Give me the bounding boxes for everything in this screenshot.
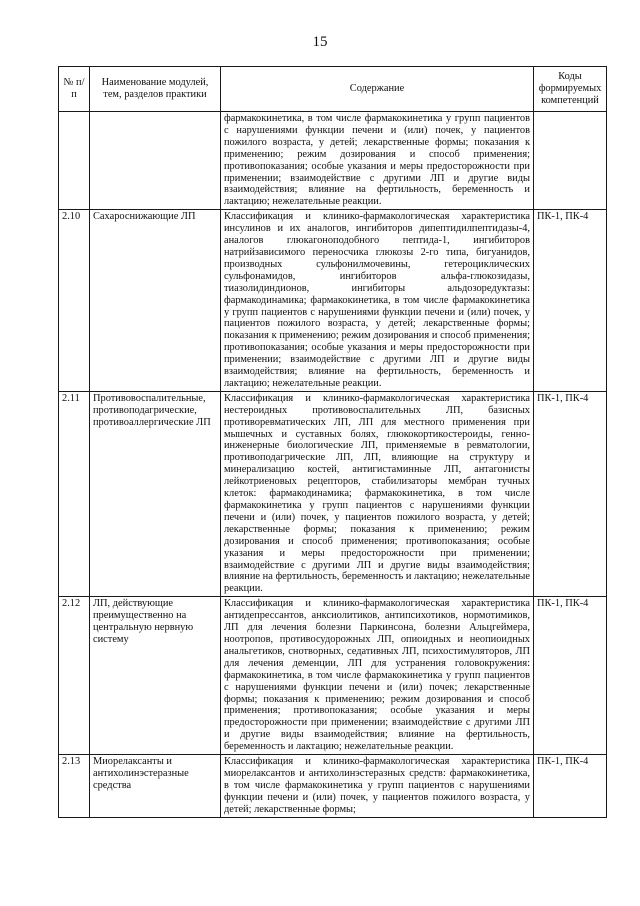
- row-number: 2.13: [59, 755, 90, 818]
- row-module-name: ЛП, действующие преимущественно на центральную нервную систему: [90, 597, 221, 755]
- table-header-row: [59, 67, 607, 112]
- row-module-name: [90, 112, 221, 210]
- row-number: 2.12: [59, 597, 90, 755]
- table-row: [59, 755, 607, 818]
- table-row: [59, 210, 607, 392]
- row-competency-codes: ПК-1, ПК-4: [534, 755, 607, 818]
- row-content: Классификация и клинико-фармакологическая характеристика антидепрессантов, анксиолитиков, антипсихотиков, нормотимиков, ЛП для лечения болезни Паркинсона, болезни Альцгеймера, ноотропов, противосудорожных ЛП, опиоидных и неопиоидных анальгетиков, снотворных, седативных ЛП, психостимуляторов, ЛП для лечения деменции, ЛП для устранения головокружения: фармакокинетика, в том числе фармакокинетика у групп пациентов с нарушениями функции печени и (или) почек; лекарственные формы; показания к применению; режим дозирования и способ применения; противопоказания; особые указания и меры предосторожности при применении; взаимодействие с другими ЛП и другие виды взаимодействия; влияние на фертильность, беременность и лактацию; нежелательные реакции.: [221, 597, 534, 755]
- row-number: 2.10: [59, 210, 90, 392]
- header-number: № п/п: [59, 67, 90, 112]
- table-row: [59, 112, 607, 210]
- header-content: Содержание: [221, 67, 534, 112]
- header-module-name: Наименование модулей, тем, разделов практики: [90, 67, 221, 112]
- row-competency-codes: ПК-1, ПК-4: [534, 597, 607, 755]
- table-row: [59, 597, 607, 755]
- row-module-name: Противовоспалительные, противоподагрические, противоаллергические ЛП: [90, 391, 221, 596]
- row-content: фармакокинетика, в том числе фармакокинетика у групп пациентов с нарушениями функции печени и (или) почек, у пациентов пожилого возраста, у детей; лекарственные формы; показания к применению; режим дозирования и способ применения; противопоказания; особые указания и меры предосторожности при применении; взаимодействие с другими ЛП и другие виды взаимодействия; влияние на фертильность, беременность и лактацию; нежелательные реакции.: [221, 112, 534, 210]
- row-content: Классификация и клинико-фармакологическая характеристика миорелаксантов и антихолинэстеразных средств: фармакокинетика, в том числе фармакокинетика у групп пациентов с нарушениями функции печени и (или) почек, у пациентов пожилого возраста, у детей; лекарственные формы;: [221, 755, 534, 818]
- row-number: 2.11: [59, 391, 90, 596]
- row-competency-codes: ПК-1, ПК-4: [534, 391, 607, 596]
- row-content: Классификация и клинико-фармакологическая характеристика инсулинов и их аналогов, ингибиторов дипептидилпептидазы-4, аналогов глюкагоноподобного пептида-1, ингибиторов натрийзависимого переносчика глюкозы 2-го типа, бигуанидов, производных сульфонилмочевины, гетероциклических сульфонамидов, ингибиторов альфа-глюкозидазы, тиазолидиндионов, ингибиторы альдозоредуктазы: фармакодинамика; фармакокинетика, в том числе фармакокинетика у групп пациентов с нарушениями функции печени и (или) почек, у пациентов пожилого возраста, у детей; лекарственные формы; показания к применению; режим дозирования и способ применения; противопоказания; особые указания и меры предосторожности при применении; взаимодействие с другими ЛП и другие виды взаимодействия; влияние на фертильность, беременность и лактацию; нежелательные реакции.: [221, 210, 534, 392]
- row-content: Классификация и клинико-фармакологическая характеристика нестероидных противовоспалительных ЛП, базисных противоревматических ЛП, ЛП для местного применения при мышечных и суставных болях, глюкокортикостероиды, генно-инженерные биологические ЛП, применяемые в ревматологии, противоподагрические ЛП, ЛП, влияющие на структуру и минерализацию костей, антигистаминные ЛП, антагонисты лейкотриеновых рецепторов, стабилизаторы мембран тучных клеток: фармакодинамика; фармакокинетика, в том числе фармакокинетика у групп пациентов с нарушениями функции печени и (или) почек, у пациентов пожилого возраста, у детей; лекарственные формы; показания к применению; режим дозирования и способ применения; противопоказания; особые указания и меры предосторожности при применении; взаимодействие с другими ЛП и другие виды взаимодействия; влияние на фертильность, беременность и лактацию; нежелательные реакции.: [221, 391, 534, 596]
- row-module-name: Сахароснижающие ЛП: [90, 210, 221, 392]
- row-competency-codes: [534, 112, 607, 210]
- header-competency-codes: Коды формируемых компетенций: [534, 67, 607, 112]
- curriculum-table: [58, 66, 607, 818]
- row-module-name: Миорелаксанты и антихолинэстеразные средства: [90, 755, 221, 818]
- table-row: [59, 391, 607, 596]
- row-number: [59, 112, 90, 210]
- page-number: 15: [312, 34, 328, 50]
- row-competency-codes: ПК-1, ПК-4: [534, 210, 607, 392]
